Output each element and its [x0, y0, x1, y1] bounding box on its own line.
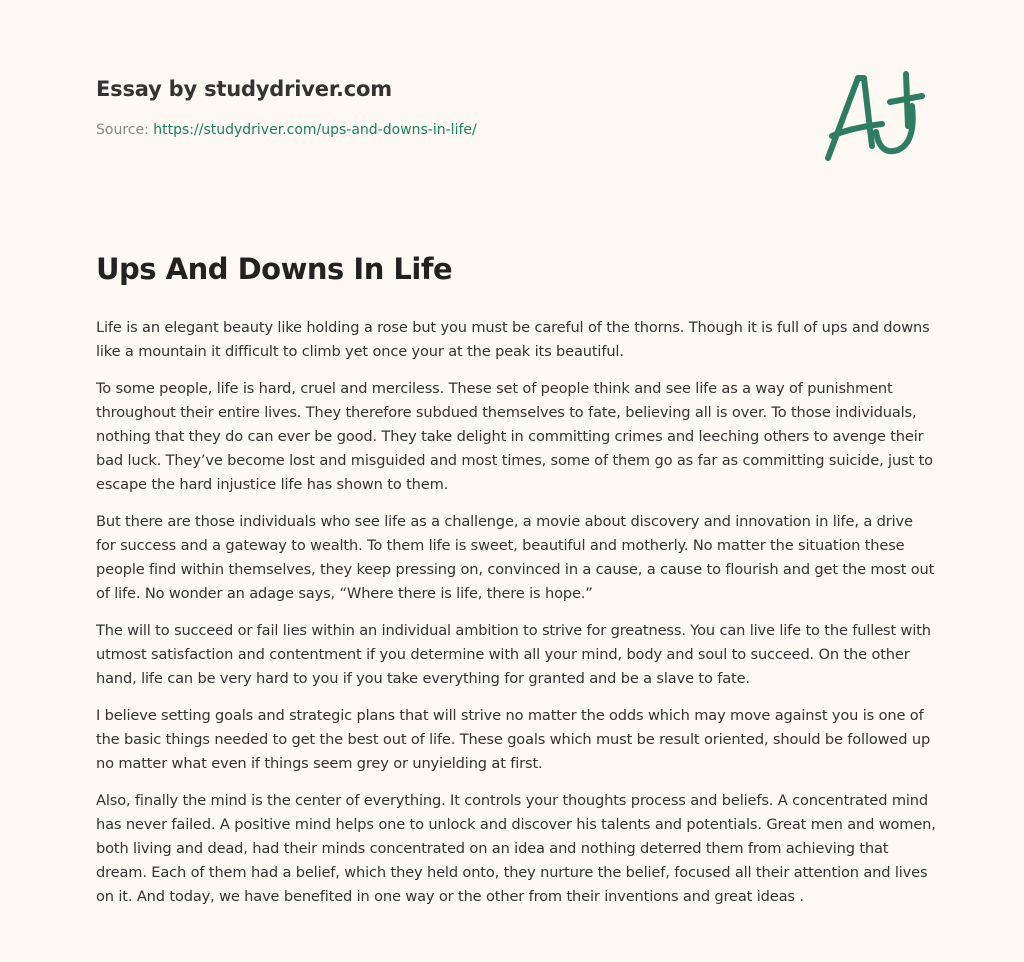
paragraph: Life is an elegant beauty like holding a rose but you must be careful of the thorns. Though it is full of ups and downs like a mountain it difficult to climb yet once your at the peak its beautiful.: [96, 319, 930, 360]
source-line: [96, 122, 477, 138]
paragraph: Also, finally the mind is the center of everything. It controls your thoughts process and beliefs. A concentrated mind has never failed. A positive mind helps one to unlock and discover his talents and potentials. Great men and women, both living and dead, had their minds concentrated on an idea and nothing deterred them from achieving that dream. Each of them had a belief, which they held onto, they nurture the belief, focused all their attention and lives on it. And today, we have benefited in one way or the other from their inventions and great ideas .: [96, 792, 936, 905]
essay-title: Ups And Downs In Life: [96, 252, 453, 286]
paragraph: To some people, life is hard, cruel and merciless. These set of people think and see life as a way of punishment throughout their entire lives. They therefore subdued themselves to fate, believing all is over. To those individuals, nothing that they do can ever be good. They take delight in committing crimes and leeching others to avenge their bad luck. They’ve become lost and misguided and most times, some of them go as far as committing suicide, just to escape the hard injustice life has shown to them.: [96, 380, 933, 493]
paragraph: The will to succeed or fail lies within an individual ambition to strive for greatness. You can live life to the fullest with utmost satisfaction and contentment if you determine with all your mind, body and soul to succeed. On the other hand, life can be very hard to you if you take everything for granted and be a slave to fate.: [96, 622, 931, 687]
paragraph: I believe setting goals and strategic plans that will strive no matter the odds which may move against you is one of the basic things needed to get the best out of life. These goals which must be result oriented, should be followed up no matter what even if things seem grey or unyielding at first.: [96, 707, 931, 772]
essay-header: [96, 77, 477, 138]
essay-body: [96, 316, 936, 922]
source-label: Source:: [96, 122, 149, 138]
source-link[interactable]: https://studydriver.com/ups-and-downs-in-life/: [153, 122, 477, 138]
paragraph: But there are those individuals who see life as a challenge, a movie about discovery and innovation in life, a drive for success and a gateway to wealth. To them life is sweet, beautiful and motherly. No matter the situation these people find within themselves, they keep pressing on, convinced in a cause, a cause to flourish and get the most out of life. No wonder an adage says, “Where there is life, there is hope.”: [96, 513, 935, 602]
a-plus-logo-icon: [820, 66, 930, 166]
brand-title: Essay by studydriver.com: [96, 77, 392, 101]
